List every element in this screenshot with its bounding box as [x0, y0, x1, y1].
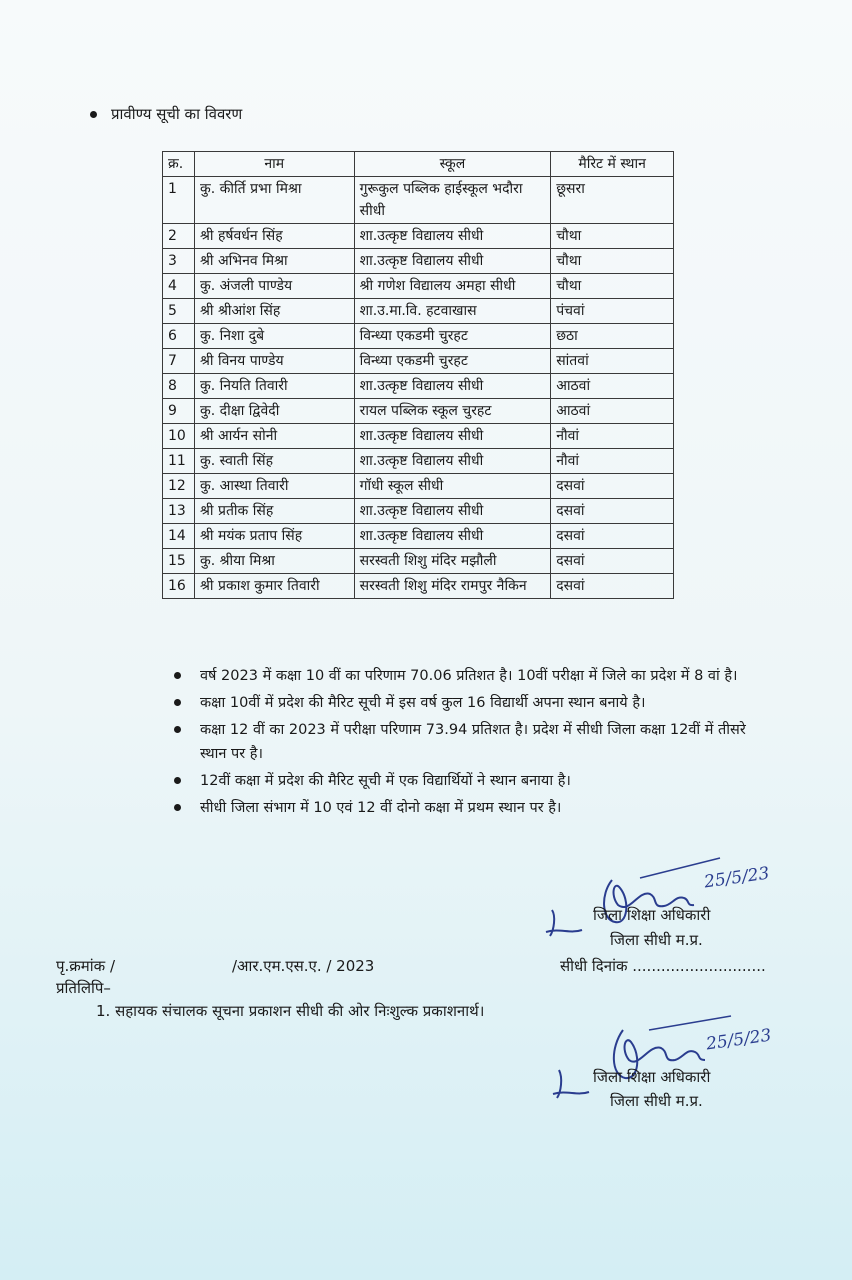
- cell-name: कु. निशा दुबे: [194, 324, 354, 349]
- cell-rank: छूसरा: [551, 177, 674, 224]
- cell-school: गुरूकुल पब्लिक हाईस्कूल भदौरा सीधी: [354, 177, 551, 224]
- table-row: [163, 524, 674, 549]
- note-item: कक्षा 12 वीं का 2023 में परीक्षा परिणाम 73.94 प्रतिशत है। प्रदेश में सीधी जिला कक्षा 12वीं में तीसरे स्थान पर है।: [172, 718, 772, 766]
- table-row: [163, 549, 674, 574]
- cell-serial: 2: [163, 224, 195, 249]
- cell-serial: 3: [163, 249, 195, 274]
- cell-rank: दसवां: [551, 499, 674, 524]
- cell-name: कु. स्वाती सिंह: [194, 449, 354, 474]
- cell-name: श्री हर्षवर्धन सिंह: [194, 224, 354, 249]
- cell-rank: नौवां: [551, 424, 674, 449]
- cell-school: विन्ध्या एकडमी चुरहट: [354, 349, 551, 374]
- table-row: [163, 399, 674, 424]
- cell-school: शा.उत्कृष्ट विद्यालय सीधी: [354, 424, 551, 449]
- signature-date-1: 25/5/23: [702, 863, 771, 893]
- cell-name: श्री श्रीआंश सिंह: [194, 299, 354, 324]
- cell-serial: 6: [163, 324, 195, 349]
- cell-school: शा.उत्कृष्ट विद्यालय सीधी: [354, 249, 551, 274]
- cell-name: कु. दीक्षा द्विवेदी: [194, 399, 354, 424]
- note-item: सीधी जिला संभाग में 10 एवं 12 वीं दोनो कक्षा में प्रथम स्थान पर है।: [172, 796, 772, 820]
- table-row: [163, 499, 674, 524]
- cell-rank: दसवां: [551, 524, 674, 549]
- table-row: [163, 424, 674, 449]
- officer-district-1: जिला सीधी म.प्र.: [610, 931, 703, 949]
- cell-serial: 10: [163, 424, 195, 449]
- table-row: [163, 349, 674, 374]
- cell-serial: 15: [163, 549, 195, 574]
- cell-school: श्री गणेश विद्यालय अमहा सीधी: [354, 274, 551, 299]
- cell-name: श्री अभिनव मिश्रा: [194, 249, 354, 274]
- heading-text: प्रावीण्य सूची का विवरण: [111, 105, 243, 123]
- cell-serial: 4: [163, 274, 195, 299]
- cell-rank: दसवां: [551, 549, 674, 574]
- copy-to-item: 1. सहायक संचालक सूचना प्रकाशन सीधी की ओर निःशुल्क प्रकाशनार्थ।: [96, 1002, 485, 1020]
- cell-school: शा.उत्कृष्ट विद्यालय सीधी: [354, 524, 551, 549]
- result-notes-list: [172, 664, 772, 823]
- reference-code: /आर.एम.एस.ए. / 2023: [232, 957, 375, 975]
- cell-school: विन्ध्या एकडमी चुरहट: [354, 324, 551, 349]
- officer-title-1: जिला शिक्षा अधिकारी: [593, 906, 711, 924]
- table-row: [163, 574, 674, 599]
- table-row: [163, 449, 674, 474]
- cell-serial: 8: [163, 374, 195, 399]
- cell-serial: 9: [163, 399, 195, 424]
- cell-serial: 1: [163, 177, 195, 224]
- table-row: [163, 474, 674, 499]
- cell-name: श्री विनय पाण्डेय: [194, 349, 354, 374]
- note-item: वर्ष 2023 में कक्षा 10 वीं का परिणाम 70.06 प्रतिशत है। 10वीं परीक्षा में जिले का प्रदेश में 8 वां है।: [172, 664, 772, 688]
- copy-to-label: प्रतिलिपि–: [56, 979, 111, 997]
- cell-name: कु. अंजली पाण्डेय: [194, 274, 354, 299]
- cell-serial: 11: [163, 449, 195, 474]
- cell-school: रायल पब्लिक स्कूल चुरहट: [354, 399, 551, 424]
- header-name: नाम: [194, 152, 354, 177]
- cell-serial: 12: [163, 474, 195, 499]
- cell-serial: 14: [163, 524, 195, 549]
- cell-rank: नौवां: [551, 449, 674, 474]
- cell-name: श्री प्रकाश कुमार तिवारी: [194, 574, 354, 599]
- cell-rank: चौथा: [551, 224, 674, 249]
- cell-serial: 7: [163, 349, 195, 374]
- cell-school: गॉधी स्कूल सीधी: [354, 474, 551, 499]
- table-row: [163, 274, 674, 299]
- note-item: 12वीं कक्षा में प्रदेश की मैरिट सूची में एक विद्यार्थियों ने स्थान बनाया है।: [172, 769, 772, 793]
- cell-school: शा.उत्कृष्ट विद्यालय सीधी: [354, 499, 551, 524]
- cell-school: सरस्वती शिशु मंदिर मझौली: [354, 549, 551, 574]
- cell-rank: चौथा: [551, 274, 674, 299]
- table-row: [163, 177, 674, 224]
- cell-name: श्री आर्यन सोनी: [194, 424, 354, 449]
- cell-rank: चौथा: [551, 249, 674, 274]
- place-date: सीधी दिनांक ............................: [560, 957, 766, 975]
- header-serial: क्र.: [163, 152, 195, 177]
- table-row: [163, 249, 674, 274]
- cell-school: शा.उत्कृष्ट विद्यालय सीधी: [354, 374, 551, 399]
- bullet-icon: [90, 111, 97, 118]
- cell-school: सरस्वती शिशु मंदिर रामपुर नैकिन: [354, 574, 551, 599]
- cell-name: कु. आस्था तिवारी: [194, 474, 354, 499]
- cell-rank: सांतवां: [551, 349, 674, 374]
- reference-number-label: पृ.क्रमांक /: [56, 957, 116, 975]
- cell-school: शा.उ.मा.वि. हटवाखास: [354, 299, 551, 324]
- table-row: [163, 299, 674, 324]
- cell-name: कु. नियति तिवारी: [194, 374, 354, 399]
- header-school: स्कूल: [354, 152, 551, 177]
- cell-school: शा.उत्कृष्ट विद्यालय सीधी: [354, 449, 551, 474]
- table-row: [163, 324, 674, 349]
- cell-name: कु. कीर्ति प्रभा मिश्रा: [194, 177, 354, 224]
- table-row: [163, 224, 674, 249]
- signature-date-2: 25/5/23: [704, 1025, 773, 1055]
- cell-serial: 13: [163, 499, 195, 524]
- cell-rank: छठा: [551, 324, 674, 349]
- cell-rank: दसवां: [551, 474, 674, 499]
- header-merit-rank: मैरिट में स्थान: [551, 152, 674, 177]
- cell-rank: आठवां: [551, 399, 674, 424]
- officer-district-2: जिला सीधी म.प्र.: [610, 1092, 703, 1110]
- table-header-row: [163, 152, 674, 177]
- cell-serial: 16: [163, 574, 195, 599]
- cell-name: श्री प्रतीक सिंह: [194, 499, 354, 524]
- merit-list-table: [162, 151, 674, 599]
- cell-name: कु. श्रीया मिश्रा: [194, 549, 354, 574]
- note-item: कक्षा 10वीं में प्रदेश की मैरिट सूची में इस वर्ष कुल 16 विद्यार्थी अपना स्थान बनाये है।: [172, 691, 772, 715]
- section-heading: [90, 104, 242, 124]
- cell-rank: आठवां: [551, 374, 674, 399]
- table-row: [163, 374, 674, 399]
- officer-title-2: जिला शिक्षा अधिकारी: [593, 1068, 711, 1086]
- cell-rank: दसवां: [551, 574, 674, 599]
- cell-rank: पंचवां: [551, 299, 674, 324]
- cell-name: श्री मयंक प्रताप सिंह: [194, 524, 354, 549]
- cell-school: शा.उत्कृष्ट विद्यालय सीधी: [354, 224, 551, 249]
- cell-serial: 5: [163, 299, 195, 324]
